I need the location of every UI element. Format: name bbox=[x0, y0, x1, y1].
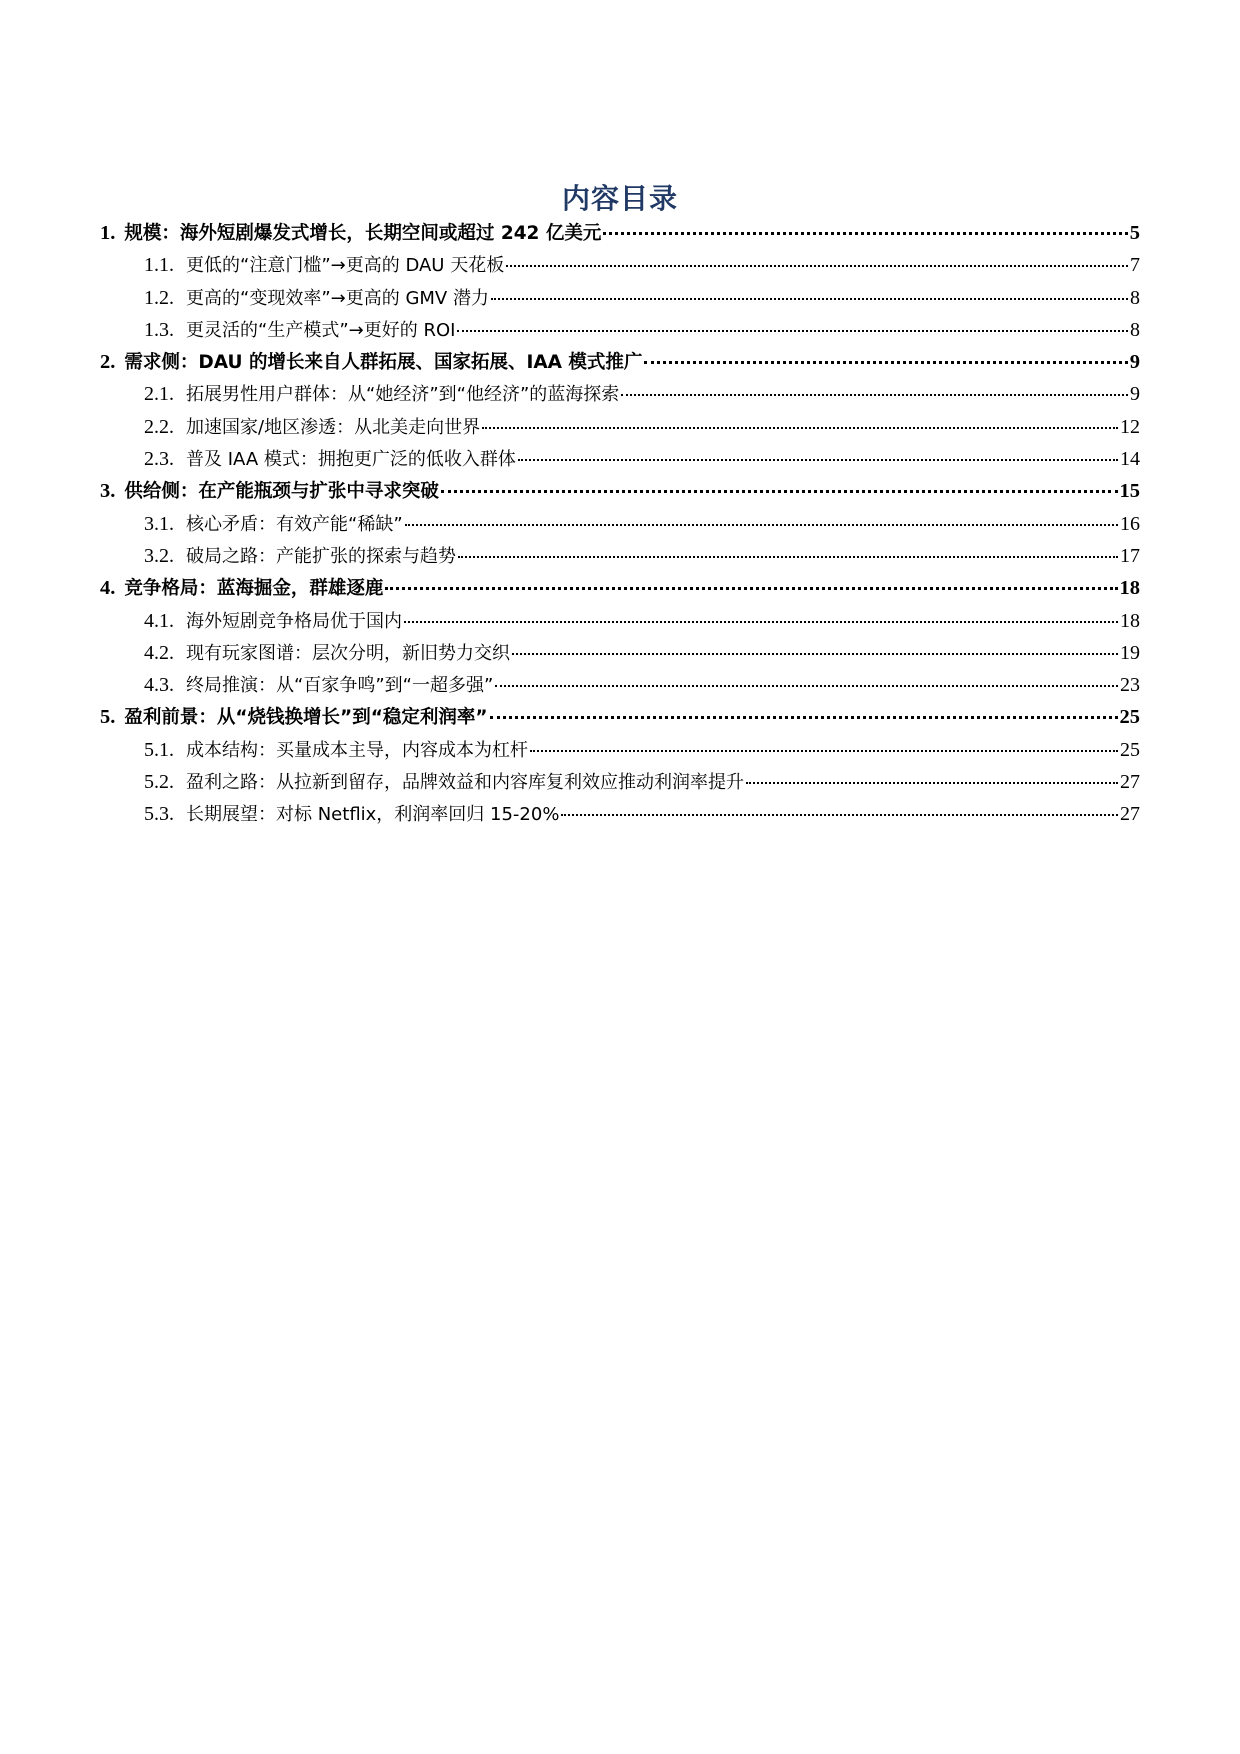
toc-entry-number: 4.3. bbox=[144, 674, 174, 697]
dot-leader bbox=[506, 265, 1128, 267]
dot-leader bbox=[441, 490, 1118, 493]
toc-entry-1-1[interactable] bbox=[100, 249, 1140, 281]
toc-entry-number: 1.1. bbox=[144, 254, 174, 277]
toc-entry-4[interactable] bbox=[100, 572, 1140, 604]
toc-entry-4-2[interactable] bbox=[100, 637, 1140, 669]
dot-leader bbox=[518, 459, 1118, 461]
toc-entry-title: 规模：海外短剧爆发式增长，长期空间或超过 242 亿美元 bbox=[124, 223, 602, 244]
toc-entry-title: 供给侧：在产能瓶颈与扩张中寻求突破 bbox=[124, 481, 439, 503]
toc-entry-2-3[interactable] bbox=[100, 443, 1140, 475]
toc-entry-4-3[interactable] bbox=[100, 669, 1140, 701]
toc-entry-number: 4.2. bbox=[144, 641, 174, 664]
toc-entry-page: 8 bbox=[1130, 286, 1140, 309]
toc-entry-title: 需求侧：DAU 的增长来自人群拓展、国家拓展、IAA 模式推广 bbox=[124, 352, 643, 374]
toc-entry-5[interactable] bbox=[100, 701, 1140, 733]
toc-entry-5-3[interactable] bbox=[100, 798, 1140, 830]
dot-leader bbox=[621, 394, 1128, 396]
toc-entry-title: 更低的“注意门槛”→更高的 DAU 天花板 bbox=[186, 255, 505, 277]
toc-entry-title: 更高的“变现效率”→更高的 GMV 潜力 bbox=[186, 287, 489, 309]
toc-entry-number: 2.1. bbox=[144, 383, 174, 406]
toc-entry-number: 2. bbox=[100, 351, 116, 374]
toc-entry-5-1[interactable] bbox=[100, 734, 1140, 766]
toc-entry-number: 5. bbox=[100, 706, 116, 729]
toc-entry-page: 9 bbox=[1130, 383, 1140, 406]
toc-entry-number: 1. bbox=[100, 222, 116, 244]
dot-leader bbox=[404, 621, 1118, 623]
toc-entry-page: 16 bbox=[1120, 512, 1140, 535]
dot-leader bbox=[490, 716, 1118, 719]
toc-entry-title: 竞争格局：蓝海掘金，群雄逐鹿 bbox=[124, 578, 384, 600]
toc-entry-4-1[interactable] bbox=[100, 605, 1140, 637]
toc-entry-1-2[interactable] bbox=[100, 282, 1140, 314]
toc-entry-page: 18 bbox=[1120, 609, 1140, 632]
toc-entry-number: 5.1. bbox=[144, 738, 174, 761]
dot-leader bbox=[561, 814, 1118, 816]
dot-leader bbox=[644, 361, 1127, 364]
toc-entry-1[interactable] bbox=[100, 217, 1140, 249]
toc-entry-title: 拓展男性用户群体：从“她经济”到“他经济”的蓝海探索 bbox=[186, 384, 620, 406]
toc-entry-title: 破局之路：产能扩张的探索与趋势 bbox=[186, 545, 456, 567]
toc-entry-2-1[interactable] bbox=[100, 378, 1140, 410]
dot-leader bbox=[405, 524, 1118, 526]
toc-entry-page: 9 bbox=[1129, 351, 1140, 374]
toc-entry-number: 4. bbox=[100, 577, 116, 600]
dot-leader bbox=[530, 750, 1118, 752]
toc-entry-3-2[interactable] bbox=[100, 540, 1140, 572]
toc-entry-number: 1.2. bbox=[144, 286, 174, 309]
dot-leader bbox=[491, 298, 1128, 300]
toc-entry-number: 2.3. bbox=[144, 448, 174, 471]
toc-entry-title: 成本结构：买量成本主导，内容成本为杠杆 bbox=[186, 739, 528, 761]
table-of-contents bbox=[100, 217, 1140, 831]
toc-entry-number: 5.2. bbox=[144, 771, 174, 794]
toc-entry-page: 15 bbox=[1119, 480, 1140, 503]
toc-entry-title: 终局推演：从“百家争鸣”到“一超多强” bbox=[186, 675, 494, 697]
toc-entry-page: 25 bbox=[1120, 738, 1140, 761]
toc-entry-title: 加速国家/地区渗透：从北美走向世界 bbox=[186, 416, 481, 438]
dot-leader bbox=[482, 427, 1118, 429]
toc-title: 内容目录 bbox=[561, 181, 678, 215]
toc-entry-number: 3. bbox=[100, 480, 116, 503]
toc-entry-title: 现有玩家图谱：层次分明，新旧势力交织 bbox=[186, 642, 510, 664]
toc-entry-page: 25 bbox=[1119, 706, 1140, 729]
dot-leader bbox=[746, 782, 1118, 784]
toc-entry-number: 1.3. bbox=[144, 318, 174, 341]
toc-entry-page: 17 bbox=[1120, 544, 1140, 567]
toc-entry-2-2[interactable] bbox=[100, 411, 1140, 443]
toc-entry-title: 盈利之路：从拉新到留存，品牌效益和内容库复利效应推动利润率提升 bbox=[186, 772, 744, 794]
toc-entry-page: 27 bbox=[1120, 771, 1140, 794]
dot-leader bbox=[458, 556, 1118, 558]
toc-entry-page: 19 bbox=[1120, 641, 1140, 664]
toc-entry-page: 5 bbox=[1129, 222, 1140, 244]
toc-entry-3-1[interactable] bbox=[100, 508, 1140, 540]
toc-entry-number: 3.2. bbox=[144, 544, 174, 567]
toc-entry-title: 更灵活的“生产模式”→更好的 ROI bbox=[186, 319, 456, 341]
toc-entry-title: 盈利前景：从“烧钱换增长”到“稳定利润率” bbox=[124, 707, 488, 729]
toc-entry-page: 14 bbox=[1120, 448, 1140, 471]
toc-entry-page: 27 bbox=[1120, 803, 1140, 826]
toc-entry-number: 2.2. bbox=[144, 415, 174, 438]
toc-entry-number: 4.1. bbox=[144, 609, 174, 632]
dot-leader bbox=[385, 587, 1117, 590]
toc-entry-page: 23 bbox=[1120, 674, 1140, 697]
dot-leader bbox=[512, 653, 1118, 655]
dot-leader bbox=[603, 232, 1127, 235]
toc-entry-5-2[interactable] bbox=[100, 766, 1140, 798]
toc-entry-title: 海外短剧竞争格局优于国内 bbox=[186, 610, 402, 632]
dot-leader bbox=[457, 330, 1128, 332]
toc-entry-page: 8 bbox=[1130, 318, 1140, 341]
toc-entry-3[interactable] bbox=[100, 475, 1140, 507]
toc-entry-2[interactable] bbox=[100, 346, 1140, 378]
dot-leader bbox=[495, 685, 1118, 687]
toc-entry-page: 12 bbox=[1120, 415, 1140, 438]
toc-entry-title: 核心矛盾：有效产能“稀缺” bbox=[186, 513, 403, 535]
toc-entry-title: 长期展望：对标 Netflix，利润率回归 15-20% bbox=[186, 804, 560, 826]
toc-entry-number: 3.1. bbox=[144, 512, 174, 535]
toc-entry-title: 普及 IAA 模式：拥抱更广泛的低收入群体 bbox=[186, 449, 516, 471]
toc-entry-number: 5.3. bbox=[144, 803, 174, 826]
toc-entry-page: 7 bbox=[1130, 254, 1140, 277]
toc-entry-page: 18 bbox=[1119, 577, 1140, 600]
toc-entry-1-3[interactable] bbox=[100, 314, 1140, 346]
